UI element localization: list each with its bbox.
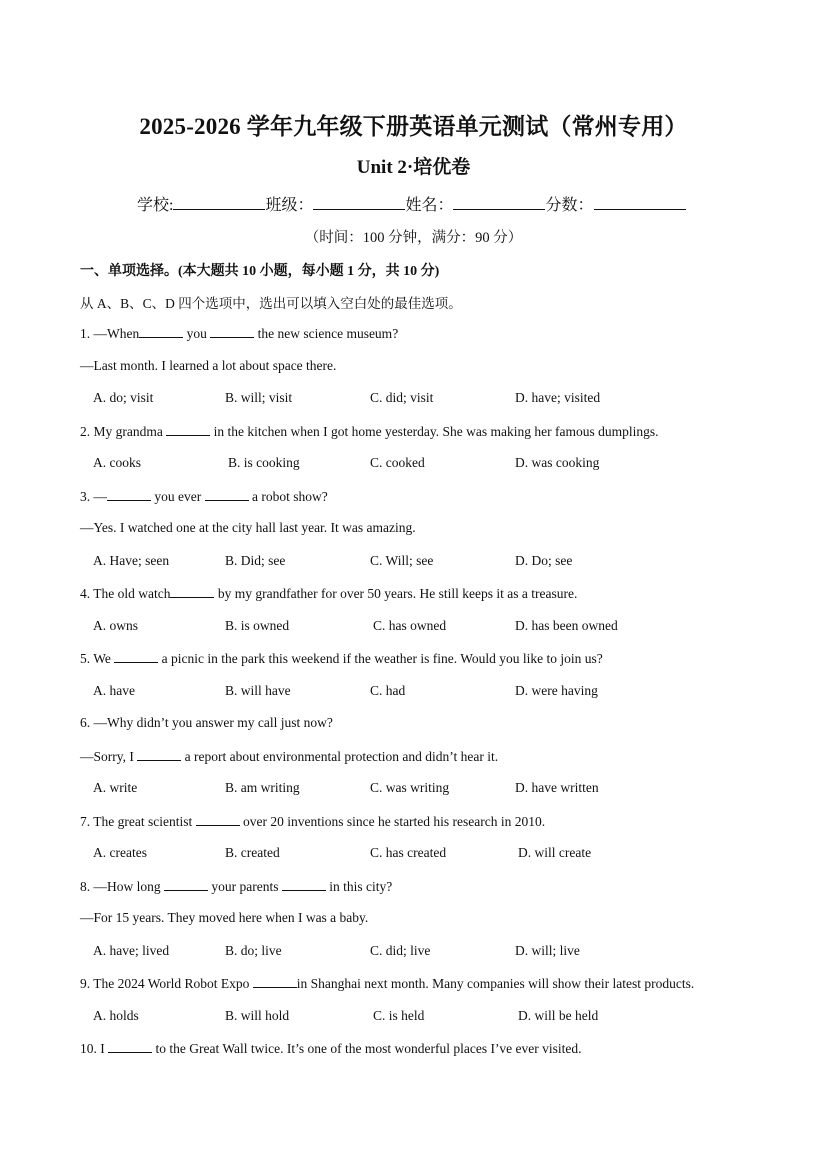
q7-text-a: 7. The great scientist <box>80 814 193 829</box>
document-subtitle: Unit 2·培优卷 <box>356 157 471 178</box>
question-4 <box>80 585 577 602</box>
info-line <box>137 192 686 215</box>
q9-text-b: in Shanghai next month. Many companies will show their latest products. <box>296 976 695 991</box>
q6-option-b[interactable]: B. am writing <box>225 780 300 795</box>
q9-option-c[interactable]: C. is held <box>373 1008 425 1023</box>
q3-text-c: a robot show? <box>251 489 328 504</box>
q4-option-c[interactable]: C. has owned <box>373 618 447 633</box>
q3-blank-2[interactable] <box>205 488 249 501</box>
question-8 <box>80 878 392 895</box>
q7-option-b[interactable]: B. created <box>225 845 280 860</box>
section-heading: 一、单项选择。(本大题共 10 小题，每小题 1 分，共 10 分) <box>80 264 440 279</box>
q4-text-a: 4. The old watch <box>80 586 171 601</box>
q8-reply: —For 15 years. They moved here when I was a baby. <box>80 910 369 925</box>
q5-text-a: 5. We <box>80 651 111 666</box>
q7-text-b: over 20 inventions since he started his research in 2010. <box>242 814 546 829</box>
question-1 <box>80 325 398 342</box>
q1-blank-1[interactable] <box>139 325 183 338</box>
q5-blank-1[interactable] <box>114 650 158 663</box>
q7-option-d[interactable]: D. will create <box>518 845 592 860</box>
q2-text-b: in the kitchen when I got home yesterday. She was making her famous dumplings. <box>213 424 659 439</box>
class-label: 班级： <box>265 197 314 214</box>
q5-option-d[interactable]: D. were having <box>515 683 598 698</box>
q1-option-a[interactable]: A. do; visit <box>93 390 154 405</box>
class-blank[interactable] <box>313 195 405 210</box>
q3-blank-1[interactable] <box>107 488 151 501</box>
q3-option-b[interactable]: B. Did; see <box>225 553 286 568</box>
q2-text-a: 2. My grandma <box>80 424 163 439</box>
q4-option-d[interactable]: D. has been owned <box>515 618 618 633</box>
q2-option-a[interactable]: A. cooks <box>93 455 141 470</box>
q1-option-c[interactable]: C. did; visit <box>370 390 434 405</box>
q9-text-a: 9. The 2024 World Robot Expo <box>80 976 250 991</box>
q2-option-b[interactable]: B. is cooking <box>228 455 300 470</box>
question-3 <box>80 488 328 505</box>
q8-text-c: in this city? <box>329 879 393 894</box>
q8-blank-2[interactable] <box>282 878 326 891</box>
q6-option-d[interactable]: D. have written <box>515 780 599 795</box>
q10-blank-1[interactable] <box>108 1040 152 1053</box>
q7-option-a[interactable]: A. creates <box>93 845 147 860</box>
q4-option-b[interactable]: B. is owned <box>225 618 290 633</box>
q2-option-d[interactable]: D. was cooking <box>515 455 600 470</box>
q1-text-b: you <box>186 326 207 341</box>
question-5 <box>80 650 603 667</box>
q5-text-b: a picnic in the park this weekend if the weather is fine. Would you like to join us? <box>161 651 603 666</box>
q3-text-b: you ever <box>154 489 202 504</box>
q10-text-a: 10. I <box>80 1041 105 1056</box>
q6-blank-1[interactable] <box>137 748 181 761</box>
q5-option-c[interactable]: C. had <box>370 683 406 698</box>
q2-option-c[interactable]: C. cooked <box>370 455 425 470</box>
q7-blank-1[interactable] <box>196 813 240 826</box>
q8-option-b[interactable]: B. do; live <box>225 943 282 958</box>
q10-text-b: to the Great Wall twice. It’s one of the most wonderful places I’ve ever visited. <box>155 1041 582 1056</box>
score-label: 分数： <box>545 197 594 214</box>
q7-option-c[interactable]: C. has created <box>370 845 447 860</box>
q2-blank-1[interactable] <box>166 423 210 436</box>
question-7 <box>80 813 545 830</box>
q5-option-a[interactable]: A. have <box>93 683 135 698</box>
q4-blank-1[interactable] <box>170 585 214 598</box>
q1-option-d[interactable]: D. have; visited <box>515 390 601 405</box>
q6-option-c[interactable]: C. was writing <box>370 780 450 795</box>
question-2 <box>80 423 659 440</box>
name-blank[interactable] <box>453 195 545 210</box>
school-label: 学校: <box>137 197 174 214</box>
q9-option-a[interactable]: A. holds <box>93 1008 139 1023</box>
q6-reply <box>80 748 498 765</box>
q8-text-a: 8. —How long <box>80 879 161 894</box>
q9-option-b[interactable]: B. will hold <box>225 1008 290 1023</box>
q1-text-c: the new science museum? <box>257 326 399 341</box>
q8-blank-1[interactable] <box>164 878 208 891</box>
score-blank[interactable] <box>594 195 686 210</box>
q4-option-a[interactable]: A. owns <box>93 618 139 633</box>
q4-text-b: by my grandfather for over 50 years. He still keeps it as a treasure. <box>217 586 578 601</box>
name-label: 姓名： <box>405 197 454 214</box>
q1-reply: —Last month. I learned a lot about space there. <box>80 358 337 373</box>
q8-option-a[interactable]: A. have; lived <box>93 943 170 958</box>
question-10 <box>80 1040 582 1057</box>
q6-reply-b: a report about environmental protection and didn’t hear it. <box>184 749 499 764</box>
q3-option-d[interactable]: D. Do; see <box>515 553 573 568</box>
q1-text-a: 1. —When <box>80 326 140 341</box>
school-blank[interactable] <box>173 195 265 210</box>
section-instruction: 从 A、B、C、D 四个选项中，选出可以填入空白处的最佳选项。 <box>80 296 462 311</box>
document-title: 2025-2026 学年九年级下册英语单元测试（常州专用） <box>139 114 688 139</box>
question-9 <box>80 975 694 992</box>
q8-option-d[interactable]: D. will; live <box>515 943 580 958</box>
q3-text-a: 3. — <box>80 489 107 504</box>
q6-reply-a: —Sorry, I <box>80 749 134 764</box>
question-6: 6. —Why didn’t you answer my call just now? <box>80 715 333 730</box>
q9-option-d[interactable]: D. will be held <box>518 1008 599 1023</box>
q9-blank-1[interactable] <box>253 975 297 988</box>
q1-option-b[interactable]: B. will; visit <box>225 390 293 405</box>
q8-option-c[interactable]: C. did; live <box>370 943 431 958</box>
q3-option-c[interactable]: C. Will; see <box>370 553 434 568</box>
time-info: （时间：100 分钟，满分：90 分） <box>304 230 523 246</box>
q5-option-b[interactable]: B. will have <box>225 683 291 698</box>
q1-blank-2[interactable] <box>210 325 254 338</box>
q3-option-a[interactable]: A. Have; seen <box>93 553 170 568</box>
q3-reply: —Yes. I watched one at the city hall last year. It was amazing. <box>80 520 416 535</box>
q8-text-b: your parents <box>211 879 279 894</box>
q6-option-a[interactable]: A. write <box>93 780 138 795</box>
